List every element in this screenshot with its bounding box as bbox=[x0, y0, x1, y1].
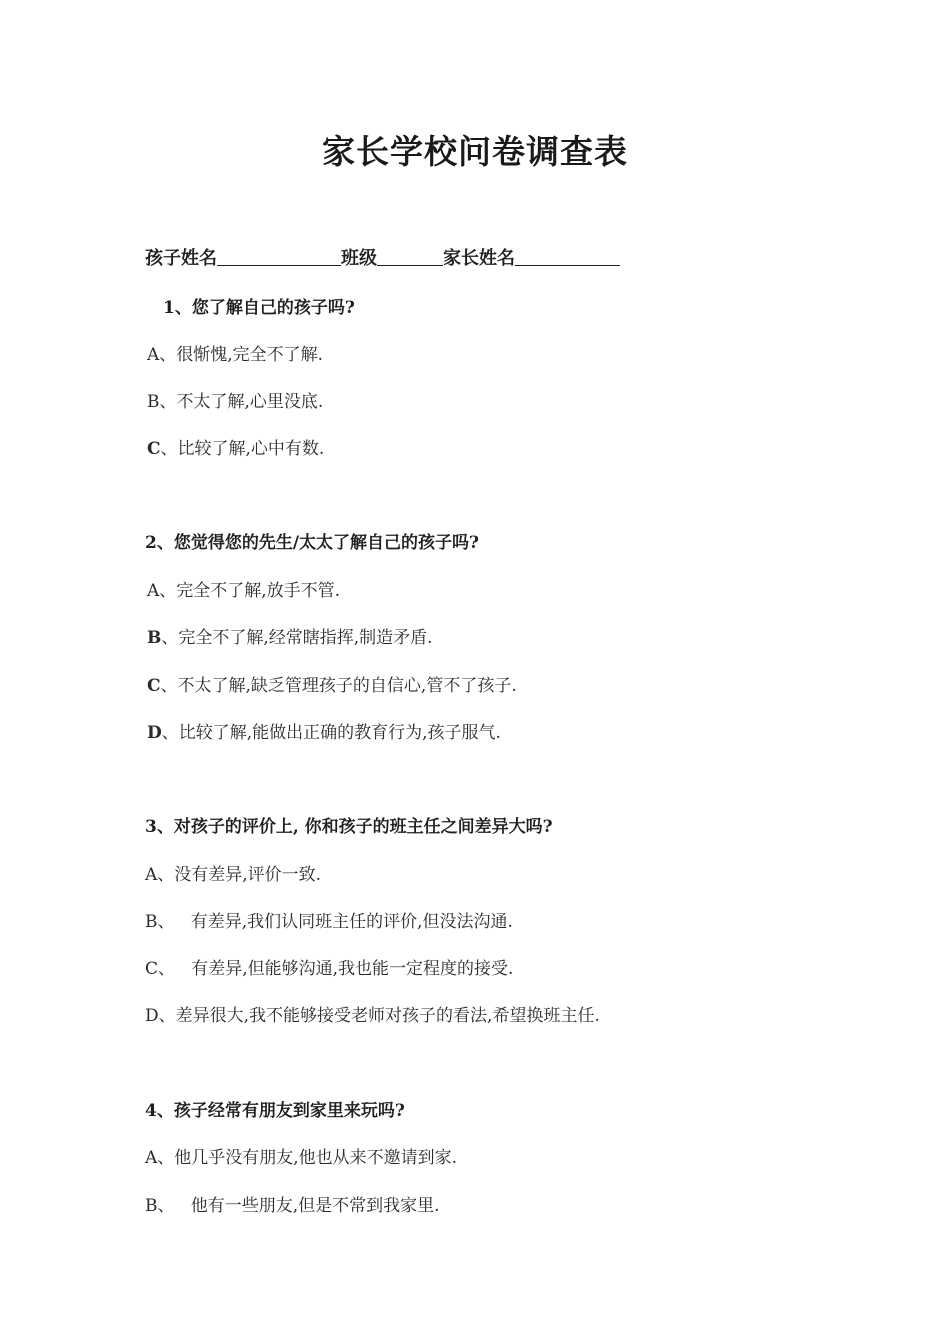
option-text: 、不太了解,心里没底. bbox=[159, 392, 324, 412]
class-label: 班级 bbox=[341, 248, 377, 269]
option-letter: D bbox=[145, 1006, 159, 1026]
question-1: 1、您了解自己的孩子吗? bbox=[163, 298, 355, 318]
child-name-blank[interactable] bbox=[217, 247, 341, 266]
option-letter: A bbox=[145, 1148, 158, 1168]
child-name-label: 孩子姓名 bbox=[145, 248, 217, 269]
option-text: 、差异很大,我不能够接受老师对孩子的看法,希望换班主任. bbox=[158, 1006, 600, 1026]
option-letter: A bbox=[147, 345, 160, 365]
option-text: 、比较了解,心中有数. bbox=[160, 439, 325, 459]
option-letter: C bbox=[145, 959, 159, 979]
option-1a bbox=[147, 340, 323, 365]
option-1c bbox=[147, 434, 324, 459]
option-text: 、完全不了解,经常瞎指挥,制造矛盾. bbox=[161, 628, 433, 648]
option-text: 、他几乎没有朋友,他也从来不邀请到家. bbox=[157, 1148, 458, 1168]
option-2b bbox=[147, 623, 433, 648]
option-text: 、比较了解,能做出正确的教育行为,孩子服气. bbox=[161, 723, 501, 743]
option-text: 、 有差异,我们认同班主任的评价,但没法沟通. bbox=[157, 912, 513, 932]
question-4: 4、孩子经常有朋友到家里来玩吗? bbox=[145, 1101, 405, 1121]
option-letter: B bbox=[145, 912, 158, 932]
question-3: 3、对孩子的评价上, 你和孩子的班主任之间差异大吗? bbox=[145, 817, 553, 837]
option-text: 、很惭愧,完全不了解. bbox=[159, 345, 324, 365]
option-2d bbox=[147, 718, 501, 743]
option-4b bbox=[145, 1191, 440, 1216]
option-letter: B bbox=[147, 392, 160, 412]
option-2c bbox=[147, 671, 517, 696]
option-3c bbox=[145, 954, 513, 979]
option-letter: B bbox=[145, 1196, 158, 1216]
option-letter: D bbox=[147, 723, 162, 743]
option-text: 、不太了解,缺乏管理孩子的自信心,管不了孩子. bbox=[160, 676, 517, 696]
class-blank[interactable] bbox=[377, 247, 443, 266]
option-letter: A bbox=[145, 865, 158, 885]
option-2a bbox=[147, 576, 340, 601]
option-3b bbox=[145, 907, 513, 932]
option-text: 、没有差异,评价一致. bbox=[157, 865, 322, 885]
option-letter: C bbox=[147, 676, 161, 696]
question-2: 2、您觉得您的先生/太太了解自己的孩子吗? bbox=[145, 533, 479, 553]
option-text: 、 他有一些朋友,但是不常到我家里. bbox=[157, 1196, 440, 1216]
parent-name-label: 家长姓名 bbox=[443, 248, 515, 269]
option-1b bbox=[147, 387, 323, 412]
option-letter: B bbox=[147, 628, 162, 648]
option-3a bbox=[145, 860, 321, 885]
option-text: 、 有差异,但能够沟通,我也能一定程度的接受. bbox=[158, 959, 514, 979]
parent-name-blank[interactable] bbox=[515, 247, 620, 266]
option-letter: C bbox=[147, 439, 161, 459]
page-title: 家长学校问卷调查表 bbox=[322, 132, 628, 171]
option-letter: A bbox=[147, 581, 160, 601]
option-4a bbox=[145, 1143, 457, 1168]
option-3d bbox=[145, 1001, 600, 1026]
option-text: 、完全不了解,放手不管. bbox=[159, 581, 341, 601]
info-row bbox=[145, 244, 620, 270]
